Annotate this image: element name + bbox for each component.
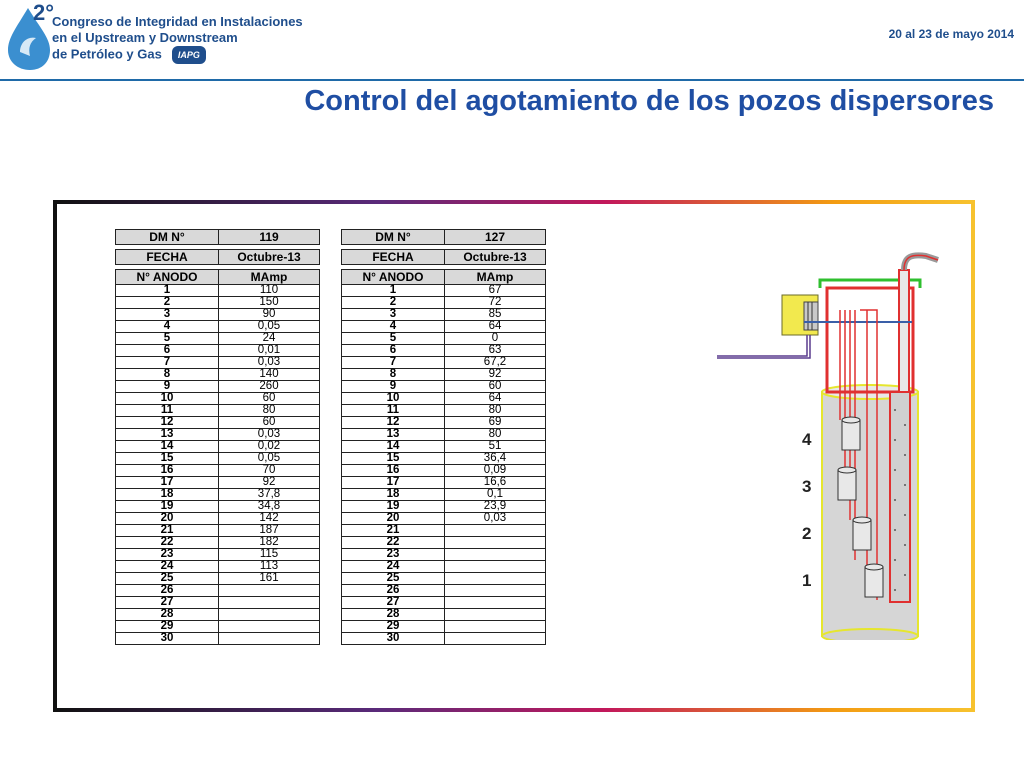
anode-current: 92 (219, 477, 320, 489)
anode-current (219, 597, 320, 609)
anode-number: 5 (116, 333, 219, 345)
table-row (342, 333, 546, 345)
anode-current: 113 (219, 561, 320, 573)
anode-current: 90 (219, 309, 320, 321)
anode-current: 16,6 (445, 477, 546, 489)
anode-number: 30 (116, 633, 219, 645)
anode-current: 85 (445, 309, 546, 321)
anode-number: 15 (342, 453, 445, 465)
anode-current (219, 633, 320, 645)
anode-number: 3 (116, 309, 219, 321)
table-row (116, 285, 320, 297)
anode-current: 34,8 (219, 501, 320, 513)
anode-number: 27 (342, 597, 445, 609)
column-header-anodo: N° ANODO (342, 270, 445, 285)
table-row (342, 369, 546, 381)
anode-current: 0,1 (445, 489, 546, 501)
column-header-mamp: MAmp (219, 270, 320, 285)
table-row (116, 357, 320, 369)
anode-number: 25 (342, 573, 445, 585)
anode-current: 24 (219, 333, 320, 345)
anode-number: 11 (342, 405, 445, 417)
anode-current: 0,03 (219, 429, 320, 441)
table-row (342, 609, 546, 621)
anode-current (445, 573, 546, 585)
table-row (342, 441, 546, 453)
anode-current: 60 (219, 417, 320, 429)
fecha-label: FECHA (342, 250, 445, 265)
table-row (342, 381, 546, 393)
congress-line2: en el Upstream y Downstream (52, 30, 238, 45)
fecha-row (342, 250, 546, 265)
anode-table-dm119 (115, 229, 320, 645)
table-row (342, 525, 546, 537)
anode-number: 23 (342, 549, 445, 561)
junction-box (782, 295, 818, 335)
table-row (342, 309, 546, 321)
anode-number: 30 (342, 633, 445, 645)
anode-current (445, 525, 546, 537)
table-row (116, 609, 320, 621)
table-row (116, 537, 320, 549)
anode-current: 23,9 (445, 501, 546, 513)
anode-current: 0,03 (219, 357, 320, 369)
anode-current: 80 (445, 405, 546, 417)
anode-number: 25 (116, 573, 219, 585)
anode-number: 13 (116, 429, 219, 441)
anode-number: 22 (116, 537, 219, 549)
anode-current: 64 (445, 321, 546, 333)
anode-number: 12 (342, 417, 445, 429)
anode-current: 60 (445, 381, 546, 393)
table-row (116, 429, 320, 441)
well-schematic (712, 240, 962, 640)
anode-number: 5 (342, 333, 445, 345)
anode-number: 12 (116, 417, 219, 429)
table-row (116, 525, 320, 537)
anode-number: 28 (342, 609, 445, 621)
anode-current: 69 (445, 417, 546, 429)
table-row (116, 573, 320, 585)
anode-current: 187 (219, 525, 320, 537)
table-row (116, 345, 320, 357)
anode-current (445, 597, 546, 609)
anode-number: 20 (342, 513, 445, 525)
anode-number: 10 (342, 393, 445, 405)
table-row (116, 321, 320, 333)
dm-row (342, 230, 546, 245)
table-row (116, 501, 320, 513)
table-row (116, 465, 320, 477)
table-row (342, 453, 546, 465)
anode-current (445, 621, 546, 633)
anode-current: 67 (445, 285, 546, 297)
anode-number: 8 (342, 369, 445, 381)
anode-number: 6 (342, 345, 445, 357)
congress-line1: Congreso de Integridad en Instalaciones (52, 14, 303, 29)
anode-number: 10 (116, 393, 219, 405)
iapg-badge: IAPG (172, 46, 206, 64)
column-header-anodo: N° ANODO (116, 270, 219, 285)
slide-title: Control del agotamiento de los pozos dispersores (304, 85, 994, 117)
anode-number: 27 (116, 597, 219, 609)
table-row (116, 381, 320, 393)
anode-current (445, 585, 546, 597)
table-row (342, 477, 546, 489)
anode-number: 22 (342, 537, 445, 549)
table-row (116, 405, 320, 417)
table-row (342, 345, 546, 357)
anode-number: 18 (116, 489, 219, 501)
anode-current: 70 (219, 465, 320, 477)
table-row (116, 393, 320, 405)
anode-number: 4 (342, 321, 445, 333)
anode-number: 24 (342, 561, 445, 573)
table-row (342, 429, 546, 441)
table-row (342, 549, 546, 561)
anode-current (219, 621, 320, 633)
anode-number: 21 (116, 525, 219, 537)
anode-current: 80 (445, 429, 546, 441)
column-header-row (116, 270, 320, 285)
anode-current: 80 (219, 405, 320, 417)
anode-current: 60 (219, 393, 320, 405)
column-header-mamp: MAmp (445, 270, 546, 285)
table-row (342, 321, 546, 333)
table-row (116, 621, 320, 633)
table-row (342, 285, 546, 297)
table-row (116, 489, 320, 501)
header (0, 0, 1024, 80)
anode-current: 67,2 (445, 357, 546, 369)
table-row (342, 417, 546, 429)
anode-current (445, 633, 546, 645)
table-row (342, 561, 546, 573)
cable (717, 335, 810, 358)
anode-current: 0,05 (219, 321, 320, 333)
fecha-row (116, 250, 320, 265)
anode-number: 17 (116, 477, 219, 489)
table-row (342, 489, 546, 501)
dm-label: DM N° (116, 230, 219, 245)
table-row (342, 357, 546, 369)
anode-number: 7 (342, 357, 445, 369)
anode-table-dm127 (341, 229, 546, 645)
anode-number: 13 (342, 429, 445, 441)
table-row (116, 585, 320, 597)
anode-number: 16 (116, 465, 219, 477)
dm-value: 119 (219, 230, 320, 245)
level-label-4: 4 (802, 430, 812, 449)
anode-current (445, 549, 546, 561)
table-row (116, 513, 320, 525)
anode-current: 110 (219, 285, 320, 297)
fecha-value: Octubre-13 (445, 250, 546, 265)
anode-current: 63 (445, 345, 546, 357)
anode-number: 15 (116, 453, 219, 465)
table-row (116, 333, 320, 345)
table-row (116, 453, 320, 465)
anode-current (219, 585, 320, 597)
anode-current: 72 (445, 297, 546, 309)
anode-number: 29 (116, 621, 219, 633)
anode-current: 182 (219, 537, 320, 549)
event-date: 20 al 23 de mayo 2014 (888, 27, 1014, 41)
anode-current: 260 (219, 381, 320, 393)
anode-number: 17 (342, 477, 445, 489)
congress-number: 2° (33, 0, 55, 25)
anode-number: 1 (342, 285, 445, 297)
dm-label: DM N° (342, 230, 445, 245)
table-row (116, 597, 320, 609)
fecha-value: Octubre-13 (219, 250, 320, 265)
anode-number: 29 (342, 621, 445, 633)
anode-number: 26 (342, 585, 445, 597)
dm-value: 127 (445, 230, 546, 245)
anode-current: 142 (219, 513, 320, 525)
anode-current: 0 (445, 333, 546, 345)
table-row (342, 597, 546, 609)
anode-current: 150 (219, 297, 320, 309)
table-row (342, 633, 546, 645)
table-row (342, 585, 546, 597)
anode-number: 2 (116, 297, 219, 309)
anode-current: 0,09 (445, 465, 546, 477)
dm-row (116, 230, 320, 245)
anode-current (445, 561, 546, 573)
anode-number: 24 (116, 561, 219, 573)
anode-number: 7 (116, 357, 219, 369)
anode-current: 0,01 (219, 345, 320, 357)
anode-number: 21 (342, 525, 445, 537)
anode-number: 1 (116, 285, 219, 297)
anode-number: 28 (116, 609, 219, 621)
level-label-1: 1 (802, 571, 812, 590)
anode-current (219, 609, 320, 621)
anode-current: 51 (445, 441, 546, 453)
table-row (116, 297, 320, 309)
table-row (342, 297, 546, 309)
table-row (116, 477, 320, 489)
table-row (342, 393, 546, 405)
table-row (342, 537, 546, 549)
table-row (116, 417, 320, 429)
anode-number: 18 (342, 489, 445, 501)
anode-current: 161 (219, 573, 320, 585)
level-label-2: 2 (802, 524, 812, 543)
figure-frame (53, 200, 975, 712)
table-row (342, 621, 546, 633)
table-row (342, 405, 546, 417)
anode-number: 14 (116, 441, 219, 453)
anode-current: 64 (445, 393, 546, 405)
table-row (342, 573, 546, 585)
anode-number: 6 (116, 345, 219, 357)
anode-number: 14 (342, 441, 445, 453)
anode-current: 36,4 (445, 453, 546, 465)
anode-number: 19 (342, 501, 445, 513)
anode-number: 4 (116, 321, 219, 333)
anode-current: 115 (219, 549, 320, 561)
inner-pipe (890, 392, 910, 602)
table-row (342, 465, 546, 477)
anode-number: 8 (116, 369, 219, 381)
table-row (342, 501, 546, 513)
anode-number: 20 (116, 513, 219, 525)
column-header-row (342, 270, 546, 285)
anode-number: 9 (342, 381, 445, 393)
table-row (116, 633, 320, 645)
level-label-3: 3 (802, 477, 812, 496)
anode-current: 0,05 (219, 453, 320, 465)
anode-current: 0,02 (219, 441, 320, 453)
anode-number: 23 (116, 549, 219, 561)
anode-current: 92 (445, 369, 546, 381)
anode-number: 11 (116, 405, 219, 417)
anode-number: 19 (116, 501, 219, 513)
table-row (116, 369, 320, 381)
anode-current (445, 537, 546, 549)
fecha-label: FECHA (116, 250, 219, 265)
anode-current: 140 (219, 369, 320, 381)
anode-number: 3 (342, 309, 445, 321)
congress-line3: de Petróleo y Gas IAPG (52, 46, 303, 64)
anode-number: 9 (116, 381, 219, 393)
anode-current: 0,03 (445, 513, 546, 525)
table-row (116, 309, 320, 321)
congress-name (52, 14, 303, 64)
anode-current: 37,8 (219, 489, 320, 501)
table-row (342, 513, 546, 525)
table-row (116, 561, 320, 573)
anode-number: 16 (342, 465, 445, 477)
anode-current (445, 609, 546, 621)
table-row (116, 441, 320, 453)
anode-number: 2 (342, 297, 445, 309)
table-row (116, 549, 320, 561)
anode-number: 26 (116, 585, 219, 597)
header-divider (0, 79, 1024, 81)
